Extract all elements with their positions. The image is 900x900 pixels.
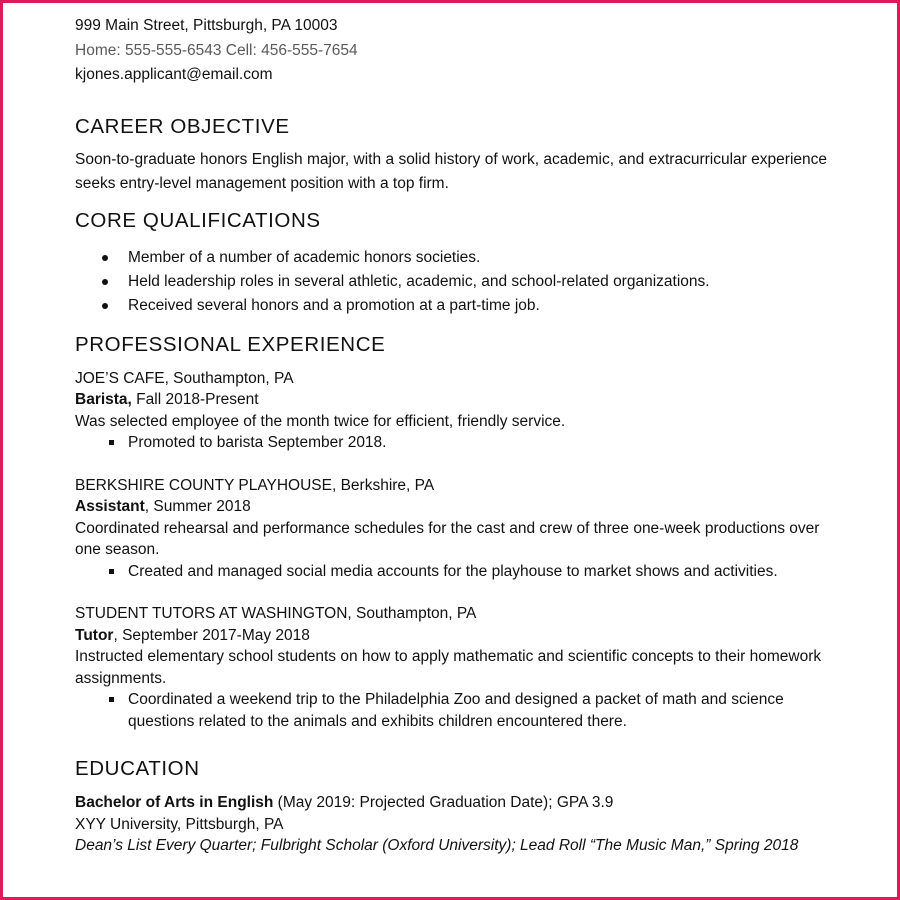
job-bullet-text: Created and managed social media accounts for the playhouse to market shows and activities. <box>128 562 778 580</box>
list-item <box>75 294 827 318</box>
job-bullets <box>75 432 827 454</box>
job-bullet-text: Coordinated a weekend trip to the Philadelphia Zoo and designed a packet of math and science questions related to the animals and exhibits children encountered there. <box>128 691 784 730</box>
qualification-text: Held leadership roles in several athletic, academic, and school-related organizations. <box>128 272 710 290</box>
job-bullets <box>75 561 827 583</box>
square-bullet-icon <box>109 697 114 702</box>
resume-document <box>75 14 827 857</box>
degree-name: Bachelor of Arts in English <box>75 794 274 811</box>
job-entry-tutors <box>75 603 827 732</box>
address-line: 999 Main Street, Pittsburgh, PA 10003 <box>75 17 338 34</box>
list-item <box>75 270 827 294</box>
email-line: kjones.applicant@email.com <box>75 66 273 83</box>
job-description: Coordinated rehearsal and performance schedules for the cast and crew of three one-week productions over one season. <box>75 519 820 558</box>
list-item <box>75 246 827 270</box>
bullet-icon <box>102 255 108 261</box>
career-objective-heading: CAREER OBJECTIVE <box>75 114 290 138</box>
job-bullet-text: Promoted to barista September 2018. <box>128 434 387 451</box>
job-dates: , Summer 2018 <box>144 498 251 515</box>
job-title-line <box>75 496 827 518</box>
education-heading: EDUCATION <box>75 757 200 780</box>
job-employer: BERKSHIRE COUNTY PLAYHOUSE, Berkshire, PA <box>75 476 435 494</box>
education-block <box>75 792 827 857</box>
job-entry-playhouse <box>75 475 827 583</box>
job-title: Tutor <box>75 626 114 644</box>
job-employer: JOE’S CAFE, Southampton, PA <box>75 369 294 387</box>
phone-line: Home: 555-555-6543 Cell: 456-555-7654 <box>75 41 358 59</box>
degree-details: (May 2019: Projected Graduation Date); GPA 3.9 <box>273 794 614 811</box>
school-line: XYY University, Pittsburgh, PA <box>75 815 284 833</box>
qualification-text: Member of a number of academic honors societies. <box>128 248 481 266</box>
job-employer: STUDENT TUTORS AT WASHINGTON, Southampton, PA <box>75 605 477 622</box>
qualifications-list <box>75 246 827 318</box>
job-dates: Fall 2018-Present <box>131 391 259 408</box>
job-entry-cafe <box>75 368 827 454</box>
core-qualifications-heading: CORE QUALIFICATIONS <box>75 208 321 232</box>
square-bullet-icon <box>109 440 114 445</box>
job-title: Barista, <box>75 391 132 408</box>
degree-line <box>75 792 827 814</box>
career-objective-text: Soon-to-graduate honors English major, with a solid history of work, academic, and extracurricular experience seeks entry-level management position with a top firm. <box>75 150 827 192</box>
list-item <box>75 689 827 732</box>
list-item <box>75 432 827 454</box>
professional-experience-heading: PROFESSIONAL EXPERIENCE <box>75 332 386 356</box>
qualification-text: Received several honors and a promotion at a part-time job. <box>128 296 540 314</box>
job-description: Was selected employee of the month twice for efficient, friendly service. <box>75 412 566 430</box>
job-title: Assistant <box>75 498 145 515</box>
contact-block <box>75 14 827 88</box>
job-bullets <box>75 689 827 732</box>
square-bullet-icon <box>109 569 114 574</box>
bullet-icon <box>102 303 108 309</box>
honors-line: Dean’s List Every Quarter; Fulbright Scholar (Oxford University); Lead Roll “The Music Man,” Spring 2018 <box>75 837 799 854</box>
job-title-line <box>75 625 827 647</box>
job-description: Instructed elementary school students on how to apply mathematic and scientific concepts to their homework assignments. <box>75 648 822 687</box>
list-item <box>75 561 827 583</box>
bullet-icon <box>102 279 108 285</box>
job-title-line <box>75 389 827 411</box>
job-dates: , September 2017-May 2018 <box>113 626 310 644</box>
